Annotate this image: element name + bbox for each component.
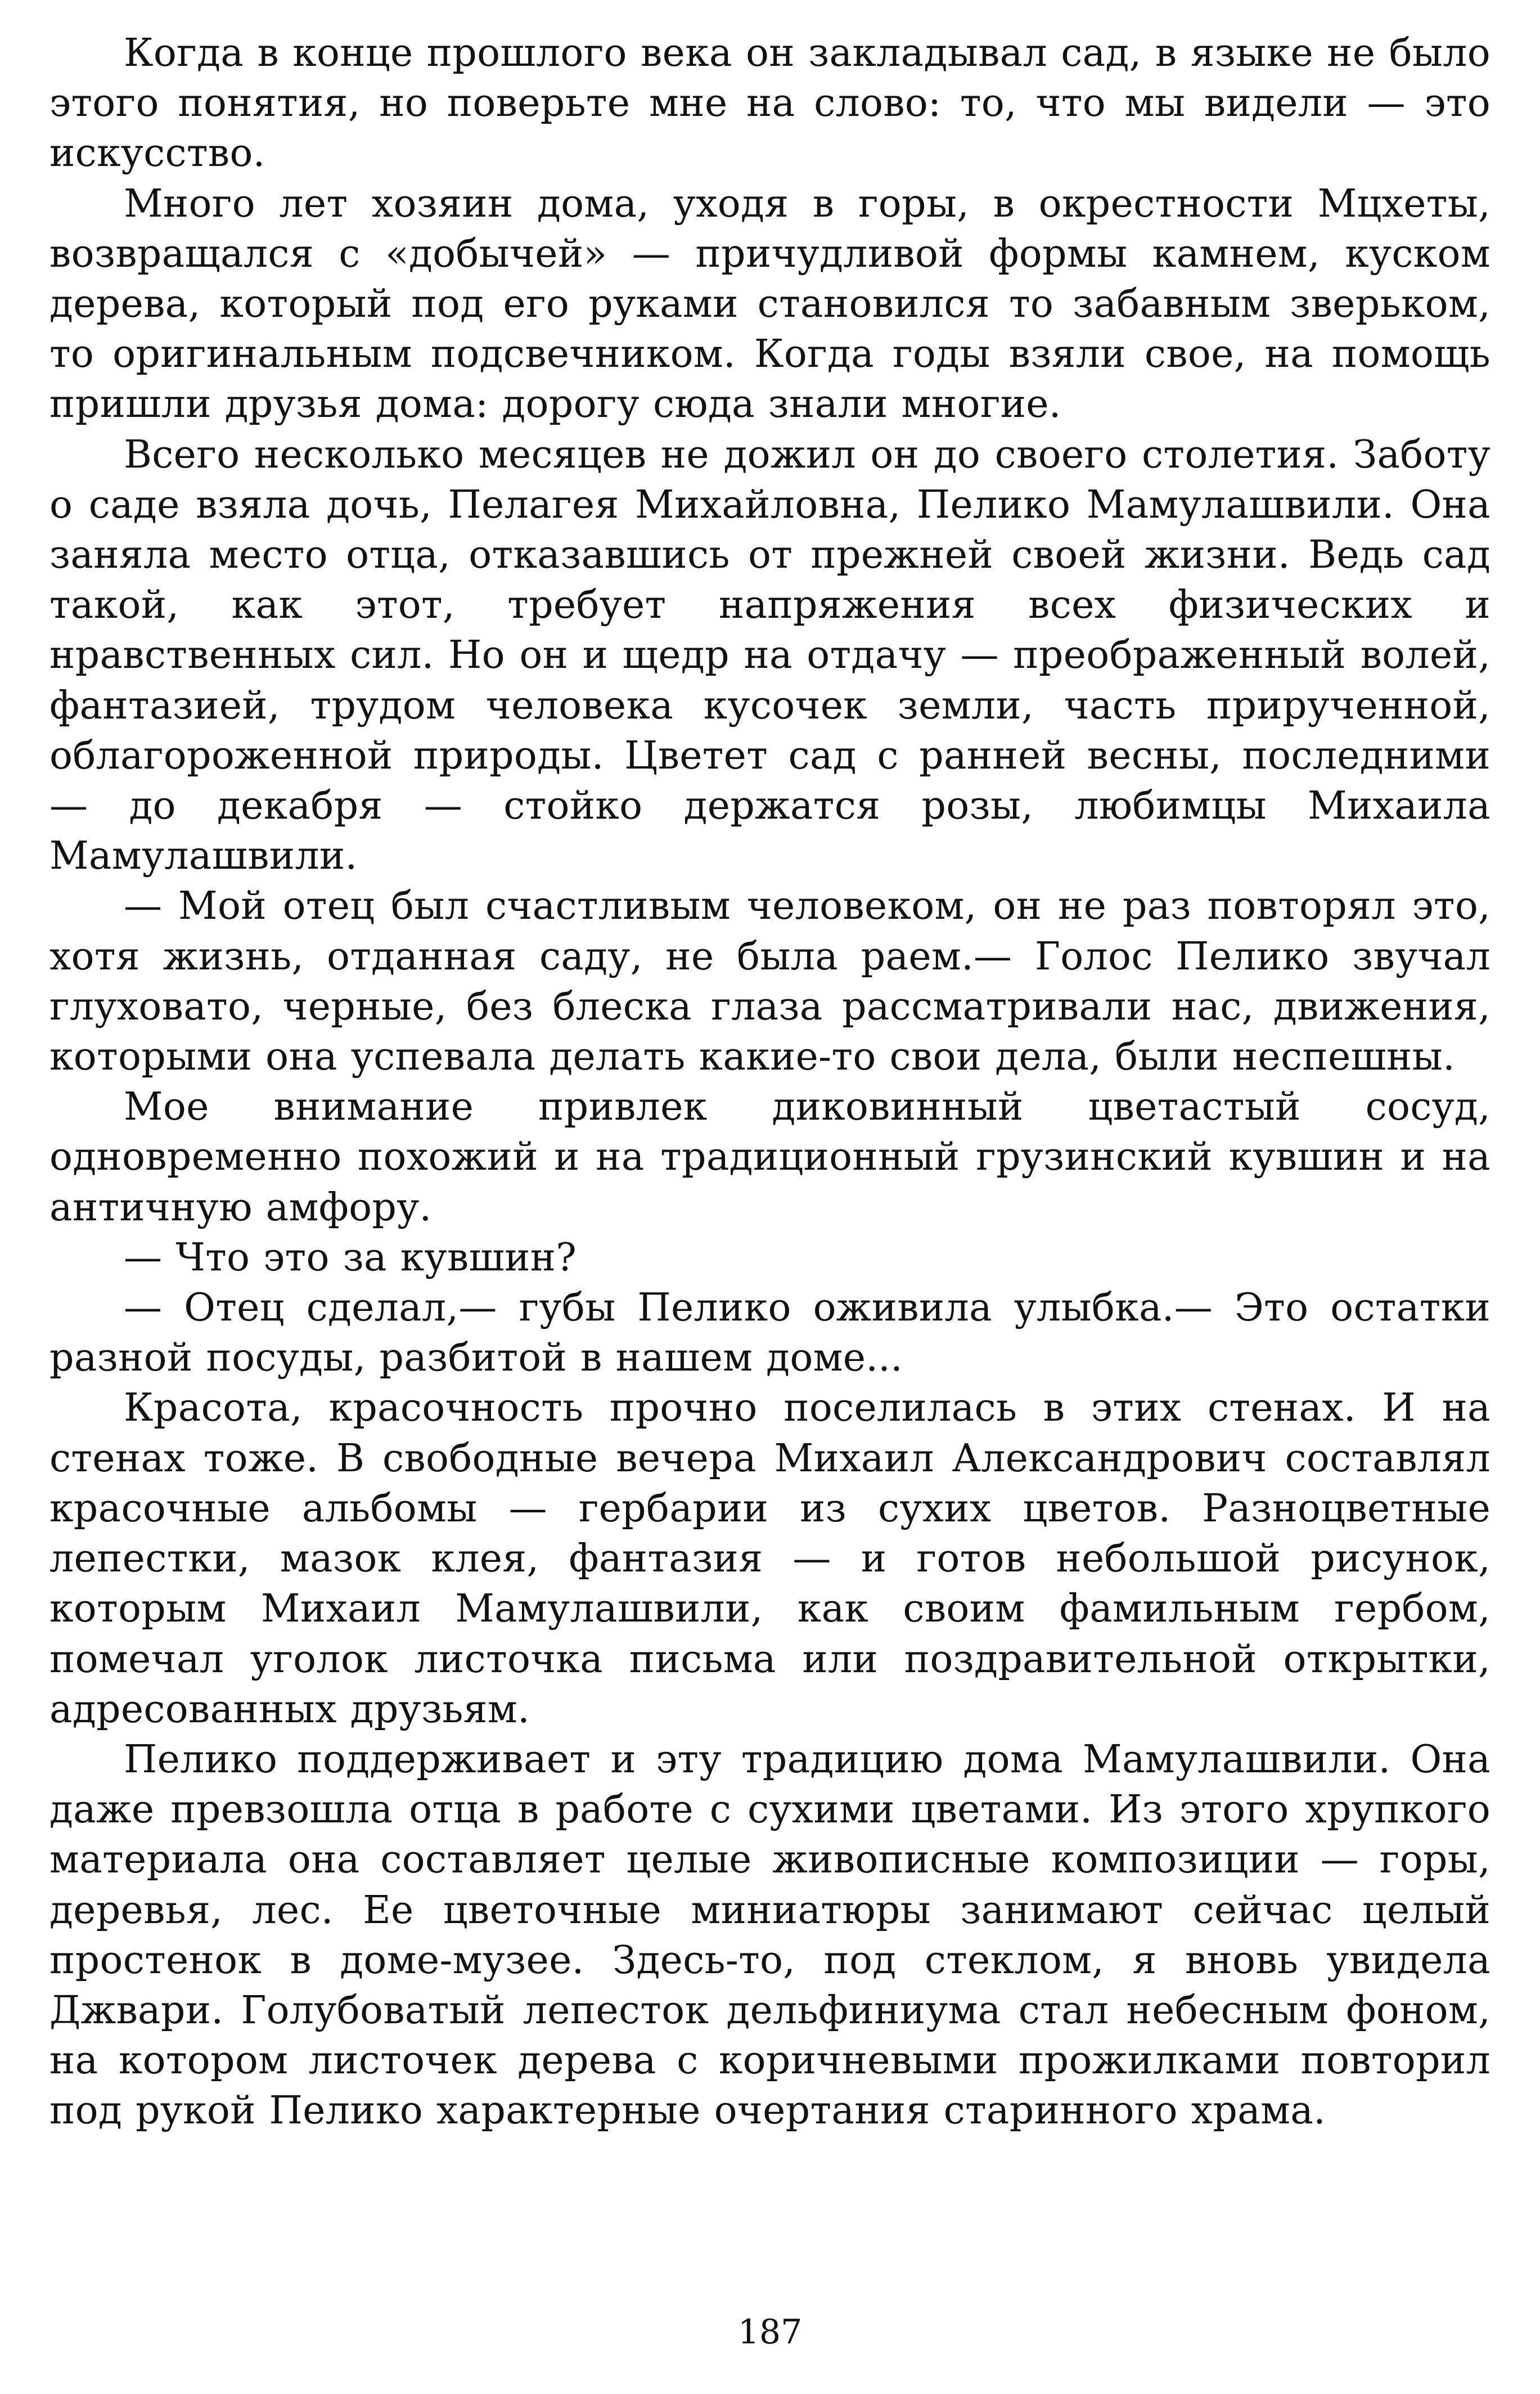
text-block <box>49 28 1491 2136</box>
page-number: 187 <box>737 2312 803 2352</box>
paragraph-4: — Мой отец был счастливым человеком, он не раз повторял это, хотя жизнь, отданная саду, не была раем.— Голос Пелико звучал глуховато, черные, без блеска глаза рассматривали нас, движения, которыми она успевала делать какие-то свои дела, были неспешны. <box>49 884 1491 1080</box>
paragraph-2: Много лет хозяин дома, уходя в горы, в окрестности Мцхеты, возвращался с «добычей» — причудливой формы камнем, куском дерева, который под его руками становился то забавным зверьком, то оригинальным подсвечником. Когда годы взяли свое, на помощь пришли друзья дома: дорогу сюда знали многие. <box>49 181 1491 427</box>
paragraph-9: Пелико поддерживает и эту традицию дома Мамулашвили. Она даже превзошла отца в работе с сухими цветами. Из этого хрупкого материала она составляет целые живописные композиции — горы, деревья, лес. Ее цветочные миниатюры занимают сейчас целый простенок в доме-музее. Здесь-то, под стеклом, я вновь увидела Джвари. Голубоватый лепесток дельфиниума стал небесным фоном, на котором листочек дерева с коричневыми прожилками повторил под рукой Пелико характерные очертания старинного храма. <box>49 1737 1491 2134</box>
paragraph-3: Всего несколько месяцев не дожил он до своего столетия. Заботу о саде взяла дочь, Пелагея Михайловна, Пелико Мамулашвили. Она заняла место отца, отказавшись от прежней своей жизни. Ведь сад такой, как этот, требует напряжения всех физических и нравственных сил. Но он и щедр на отдачу — преображенный волей, фантазией, трудом человека кусочек земли, часть прирученной, облагороженной природы. Цветет сад с ранней весны, последними — до декабря — стойко держатся розы, любимцы Михаила Мамулашвили. <box>49 432 1491 879</box>
page-body <box>49 28 1491 2136</box>
paragraph-5: Мое внимание привлек диковинный цветастый сосуд, одновременно похожий и на традиционный грузинский кувшин и на античную амфору. <box>49 1085 1491 1230</box>
paragraph-1: Когда в конце прошлого века он закладывал сад, в языке не было этого понятия, но поверьте мне на слово: то, что мы видели — это искусство. <box>49 31 1491 176</box>
paragraph-6: — Что это за кувшин? <box>124 1235 577 1280</box>
paragraph-7: — Отец сделал,— губы Пелико оживила улыбка.— Это остатки разной посуды, разбитой в нашем доме... <box>49 1286 1491 1381</box>
paragraph-8: Красота, красочность прочно поселилась в этих стенах. И на стенах тоже. В свободные вечера Михаил Александрович составлял красочные альбомы — гербарии из сухих цветов. Разноцветные лепестки, мазок клея, фантазия — и готов небольшой рисунок, которым Михаил Мамулашвили, как своим фамильным гербом, помечал уголок листочка письма или поздравительной открытки, адресованных друзьям. <box>49 1386 1491 1732</box>
